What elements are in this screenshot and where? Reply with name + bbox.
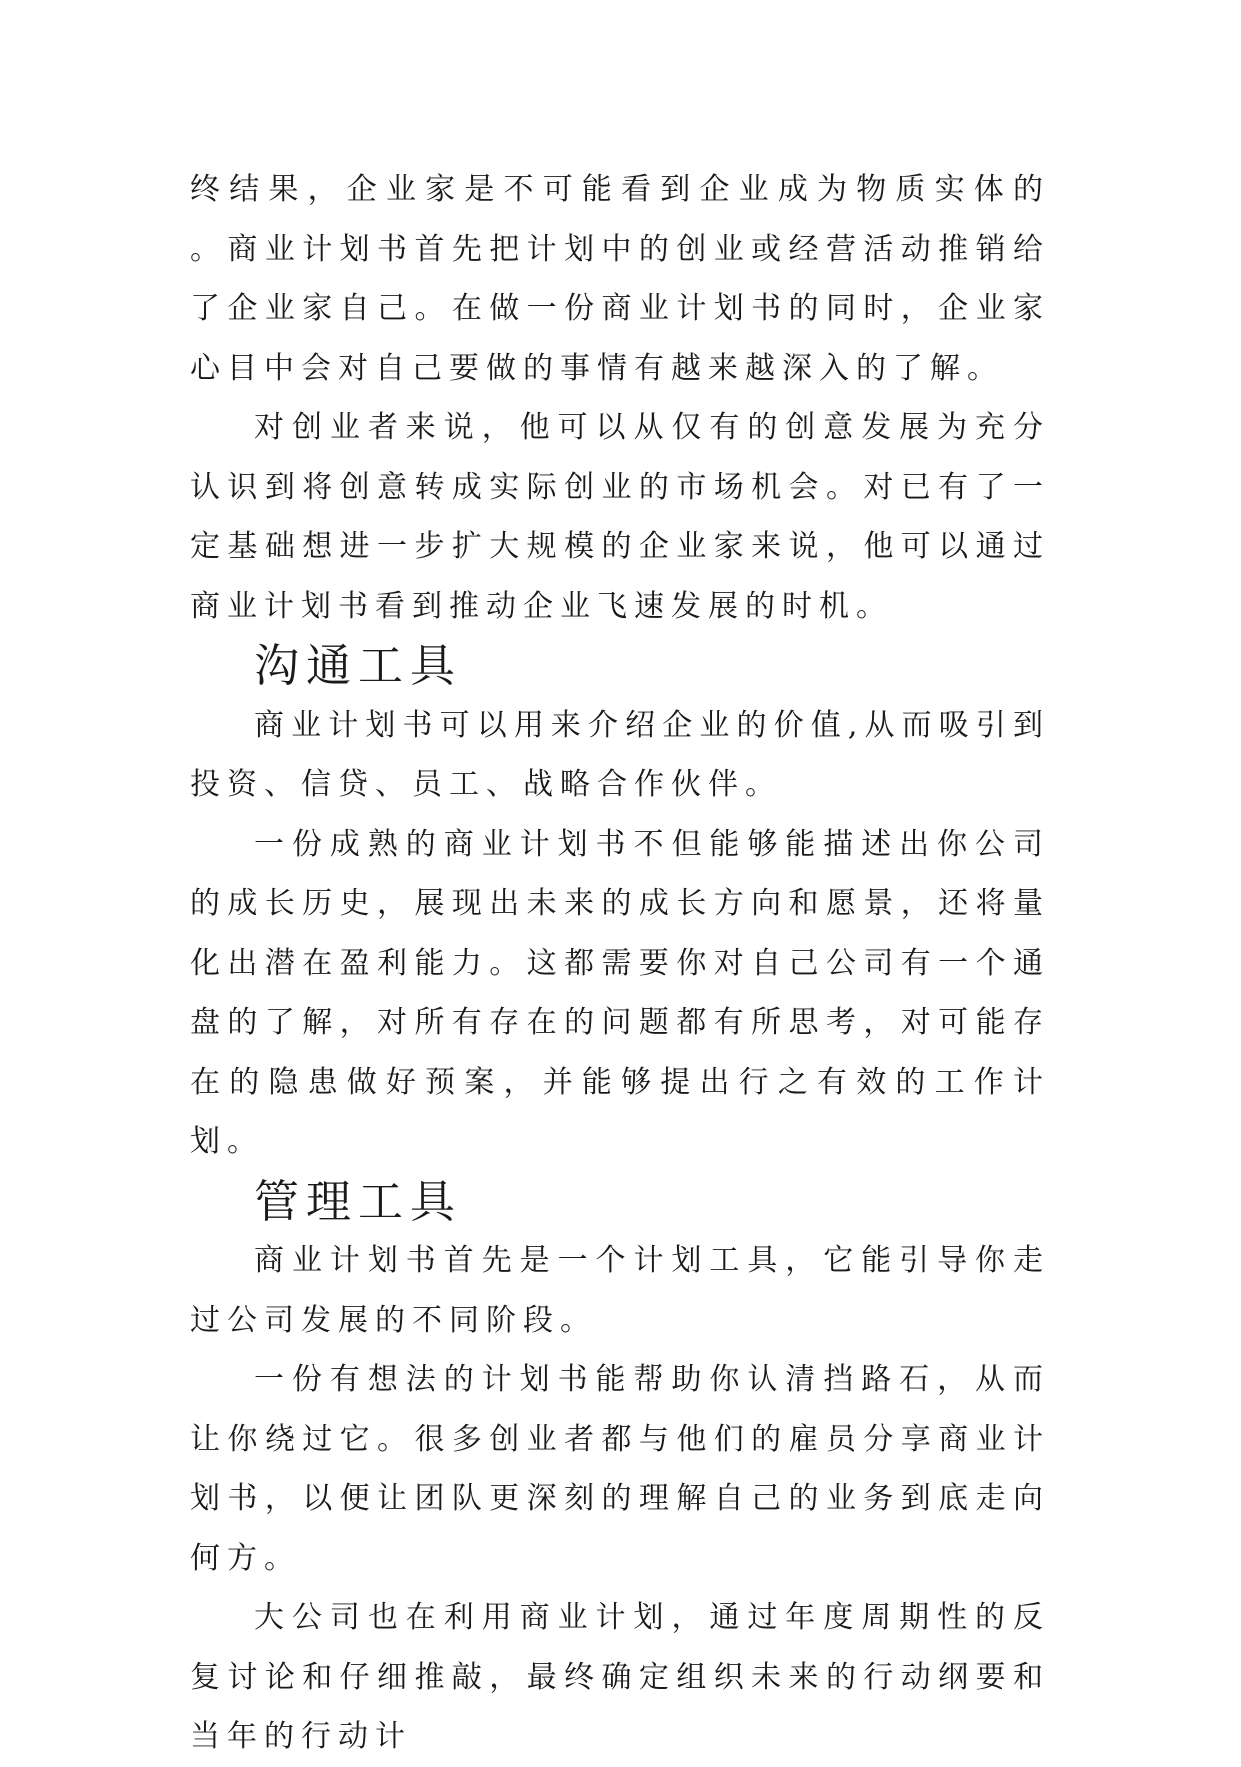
paragraph-planning-tool: 商业计划书首先是一个计划工具，它能引导你走过公司发展的不同阶段。 xyxy=(190,1243,1050,1338)
paragraph-introduce-value: 商业计划书可以用来介绍企业的价值,从而吸引到投资、信贷、员工、战略合作伙伴。 xyxy=(190,707,1050,802)
section-heading-communication-tool: 沟通工具 xyxy=(254,639,463,692)
paragraph-stepping-stones: 一份有想法的计划书能帮助你认清挡路石，从而让你绕过它。很多创业者都与他们的雇员分享商业计划书，以便让团队更深刻的理解自己的业务到底走向何方。 xyxy=(190,1362,1050,1576)
paragraph-mature-plan: 一份成熟的商业计划书不但能够能描述出你公司的成长历史，展现出未来的成长方向和愿景，还将量化出潜在盈利能力。这都需要你对自己公司有一个通盘的了解，对所有存在的问题都有所思考，对可能存在的隐患做好预案，并能够提出行之有效的工作计划。 xyxy=(190,826,1050,1159)
paragraph-intro-continuation: 终结果，企业家是不可能看到企业成为物质实体的 。商业计划书首先把计划中的创业或经营活动推销给了企业家自己。在做一份商业计划书的同时，企业家心目中会对自己要做的事情有越来越深入的了解。 xyxy=(190,172,1050,386)
paragraph-entrepreneur-opportunity: 对创业者来说，他可以从仅有的创意发展为充分认识到将创意转成实际创业的市场机会。对已有了一定基础想进一步扩大规模的企业家来说，他可以通过商业计划书看到推动企业飞速发展的时机。 xyxy=(190,410,1050,624)
section-heading-management-tool: 管理工具 xyxy=(254,1174,463,1228)
paragraph-large-companies: 大公司也在利用商业计划，通过年度周期性的反复讨论和仔细推敲，最终确定组织未来的行动纲要和当年的行动计 xyxy=(190,1600,1050,1754)
document-body xyxy=(190,160,1050,1767)
